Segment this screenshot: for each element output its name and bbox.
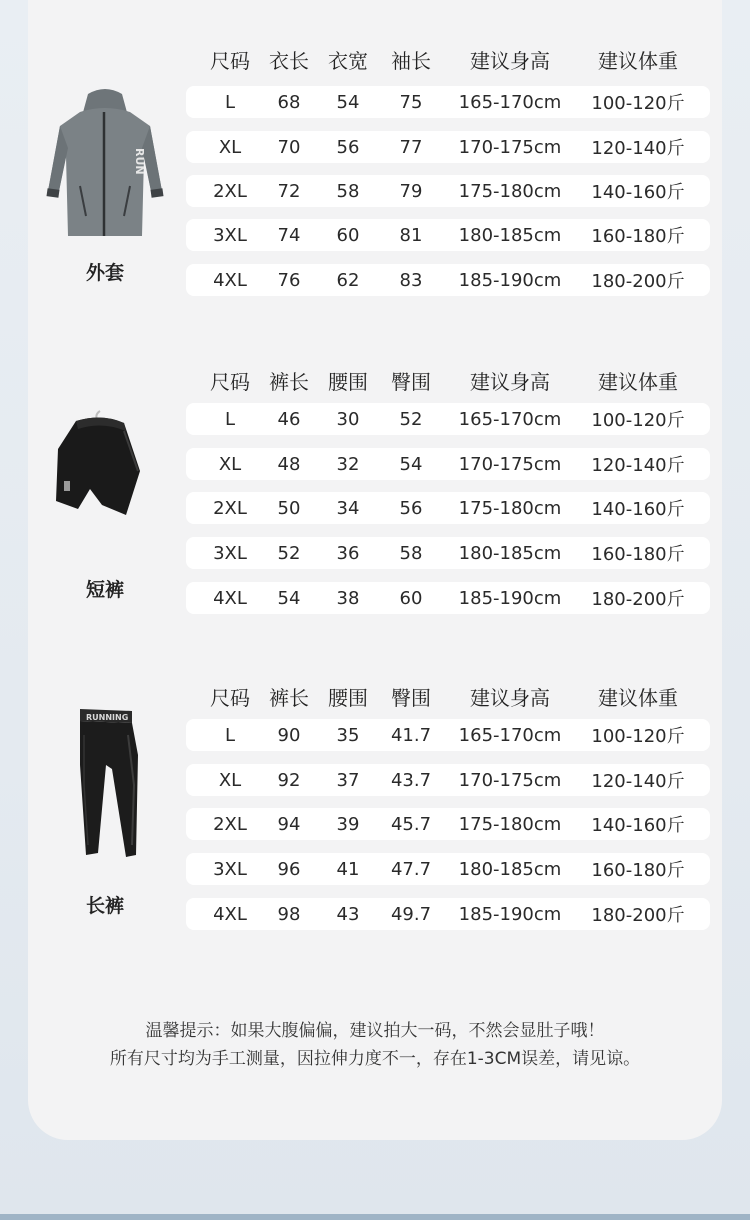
- cell-hip: 47.7: [390, 858, 432, 880]
- cell-weight: 120-140斤: [591, 771, 685, 792]
- header-pants-length: 裤长: [269, 369, 309, 394]
- header-height: 建议身高: [470, 369, 550, 394]
- cell-size: 4XL: [213, 903, 247, 925]
- cell-waist: 37: [336, 769, 360, 791]
- cell-sleeve: 83: [399, 269, 423, 291]
- product-label-shorts: 短裤: [85, 579, 124, 601]
- cell-size: 4XL: [213, 587, 247, 609]
- cell-weight: 160-180斤: [591, 544, 685, 565]
- cell-waist: 43: [336, 903, 360, 925]
- cell-height: 180-185cm: [458, 858, 562, 880]
- cell-waist: 38: [336, 587, 360, 609]
- cell-size: 4XL: [213, 269, 247, 291]
- cell-width: 56: [336, 136, 360, 158]
- table-row: [186, 492, 710, 524]
- cell-pants-length: 96: [277, 858, 301, 880]
- cell-width: 54: [336, 91, 360, 113]
- cell-waist: 30: [336, 408, 360, 430]
- cell-height: 170-175cm: [458, 769, 562, 791]
- cell-hip: 43.7: [390, 769, 432, 791]
- cell-weight: 120-140斤: [591, 138, 685, 159]
- cell-size: XL: [218, 769, 242, 791]
- cell-width: 62: [336, 269, 360, 291]
- cell-hip: 56: [399, 497, 423, 519]
- cell-pants-length: 50: [277, 497, 301, 519]
- cell-height: 175-180cm: [458, 813, 562, 835]
- cell-weight: 140-160斤: [591, 499, 685, 520]
- cell-height: 180-185cm: [458, 224, 562, 246]
- table-row: [186, 719, 710, 751]
- cell-waist: 41: [336, 858, 360, 880]
- table-row: [186, 582, 710, 614]
- tip-line-2: 所有尺寸均为手工测量，因拉伸力度不一，存在1-3CM误差，请见谅。: [109, 1049, 641, 1069]
- header-size: 尺码: [210, 685, 250, 710]
- cell-weight: 100-120斤: [591, 93, 685, 114]
- cell-weight: 180-200斤: [591, 271, 685, 292]
- table-row: [186, 264, 710, 296]
- shorts-icon: [40, 409, 170, 529]
- cell-waist: 36: [336, 542, 360, 564]
- cell-width: 58: [336, 180, 360, 202]
- cell-length: 74: [277, 224, 301, 246]
- leggings-icon: [40, 705, 170, 865]
- cell-sleeve: 75: [399, 91, 423, 113]
- cell-hip: 54: [399, 453, 423, 475]
- cell-height: 185-190cm: [458, 269, 562, 291]
- cell-size: 3XL: [213, 542, 247, 564]
- cell-weight: 160-180斤: [591, 860, 685, 881]
- cell-weight: 100-120斤: [591, 726, 685, 747]
- cell-height: 170-175cm: [458, 136, 562, 158]
- table-header: [186, 679, 710, 713]
- table-header: [186, 42, 710, 76]
- cell-weight: 180-200斤: [591, 589, 685, 610]
- cell-sleeve: 79: [399, 180, 423, 202]
- cell-size: L: [224, 724, 236, 746]
- cell-waist: 32: [336, 453, 360, 475]
- cell-hip: 60: [399, 587, 423, 609]
- cell-size: 3XL: [213, 858, 247, 880]
- table-row: [186, 898, 710, 930]
- cell-height: 170-175cm: [458, 453, 562, 475]
- cell-waist: 39: [336, 813, 360, 835]
- cell-pants-length: 98: [277, 903, 301, 925]
- table-row: [186, 808, 710, 840]
- table-row: [186, 537, 710, 569]
- cell-hip: 45.7: [390, 813, 432, 835]
- cell-pants-length: 94: [277, 813, 301, 835]
- cell-size: XL: [218, 136, 242, 158]
- header-weight: 建议体重: [598, 48, 678, 73]
- cell-hip: 58: [399, 542, 423, 564]
- header-size: 尺码: [210, 369, 250, 394]
- cell-sleeve: 81: [399, 224, 423, 246]
- cell-hip: 49.7: [390, 903, 432, 925]
- cell-size: L: [224, 91, 236, 113]
- cell-pants-length: 46: [277, 408, 301, 430]
- cell-size: 2XL: [213, 813, 247, 835]
- cell-weight: 140-160斤: [591, 182, 685, 203]
- leggings-print-text: RUNNING: [86, 713, 129, 722]
- cell-pants-length: 54: [277, 587, 301, 609]
- cell-pants-length: 92: [277, 769, 301, 791]
- table-row: [186, 764, 710, 796]
- cell-size: 2XL: [213, 497, 247, 519]
- header-hip: 臀围: [391, 369, 431, 394]
- cell-height: 185-190cm: [458, 903, 562, 925]
- table-row: [186, 86, 710, 118]
- header-height: 建议身高: [470, 48, 550, 73]
- cell-weight: 100-120斤: [591, 410, 685, 431]
- jacket-print-text: RUN: [133, 148, 146, 175]
- cell-waist: 35: [336, 724, 360, 746]
- header-weight: 建议体重: [598, 685, 678, 710]
- cell-length: 70: [277, 136, 301, 158]
- header-hip: 臀围: [391, 685, 431, 710]
- cell-size: 2XL: [213, 180, 247, 202]
- table-row: [186, 853, 710, 885]
- cell-pants-length: 90: [277, 724, 301, 746]
- cell-waist: 34: [336, 497, 360, 519]
- product-shorts: [40, 409, 170, 529]
- cell-width: 60: [336, 224, 360, 246]
- header-weight: 建议体重: [598, 369, 678, 394]
- header-sleeve: 袖长: [391, 48, 431, 73]
- cell-pants-length: 48: [277, 453, 301, 475]
- cell-hip: 41.7: [390, 724, 432, 746]
- table-row: [186, 131, 710, 163]
- cell-height: 185-190cm: [458, 587, 562, 609]
- header-width: 衣宽: [328, 48, 368, 73]
- cell-height: 165-170cm: [458, 724, 562, 746]
- cell-length: 72: [277, 180, 301, 202]
- table-header: [186, 363, 710, 397]
- cell-size: XL: [218, 453, 242, 475]
- header-size: 尺码: [210, 48, 250, 73]
- table-row: [186, 448, 710, 480]
- cell-hip: 52: [399, 408, 423, 430]
- table-row: [186, 175, 710, 207]
- cell-weight: 140-160斤: [591, 815, 685, 836]
- header-waist: 腰围: [328, 685, 368, 710]
- cell-height: 180-185cm: [458, 542, 562, 564]
- cell-height: 165-170cm: [458, 91, 562, 113]
- header-length: 衣长: [269, 48, 309, 73]
- jacket-icon: [40, 86, 170, 246]
- cell-height: 175-180cm: [458, 497, 562, 519]
- table-row: [186, 219, 710, 251]
- cell-height: 165-170cm: [458, 408, 562, 430]
- cell-size: L: [224, 408, 236, 430]
- tip-line-1: 温馨提示：如果大腹偏偏，建议拍大一码，不然会显肚子哦！: [145, 1021, 605, 1041]
- cell-weight: 160-180斤: [591, 226, 685, 247]
- cell-sleeve: 77: [399, 136, 423, 158]
- header-pants-length: 裤长: [269, 685, 309, 710]
- table-row: [186, 403, 710, 435]
- header-waist: 腰围: [328, 369, 368, 394]
- product-label-leggings: 长裤: [85, 895, 124, 917]
- header-height: 建议身高: [470, 685, 550, 710]
- bottom-bar: [0, 1214, 750, 1220]
- cell-size: 3XL: [213, 224, 247, 246]
- product-leggings: [40, 705, 170, 865]
- cell-height: 175-180cm: [458, 180, 562, 202]
- cell-pants-length: 52: [277, 542, 301, 564]
- cell-weight: 180-200斤: [591, 905, 685, 926]
- product-label-jacket: 外套: [85, 262, 124, 284]
- cell-length: 76: [277, 269, 301, 291]
- cell-length: 68: [277, 91, 301, 113]
- cell-weight: 120-140斤: [591, 455, 685, 476]
